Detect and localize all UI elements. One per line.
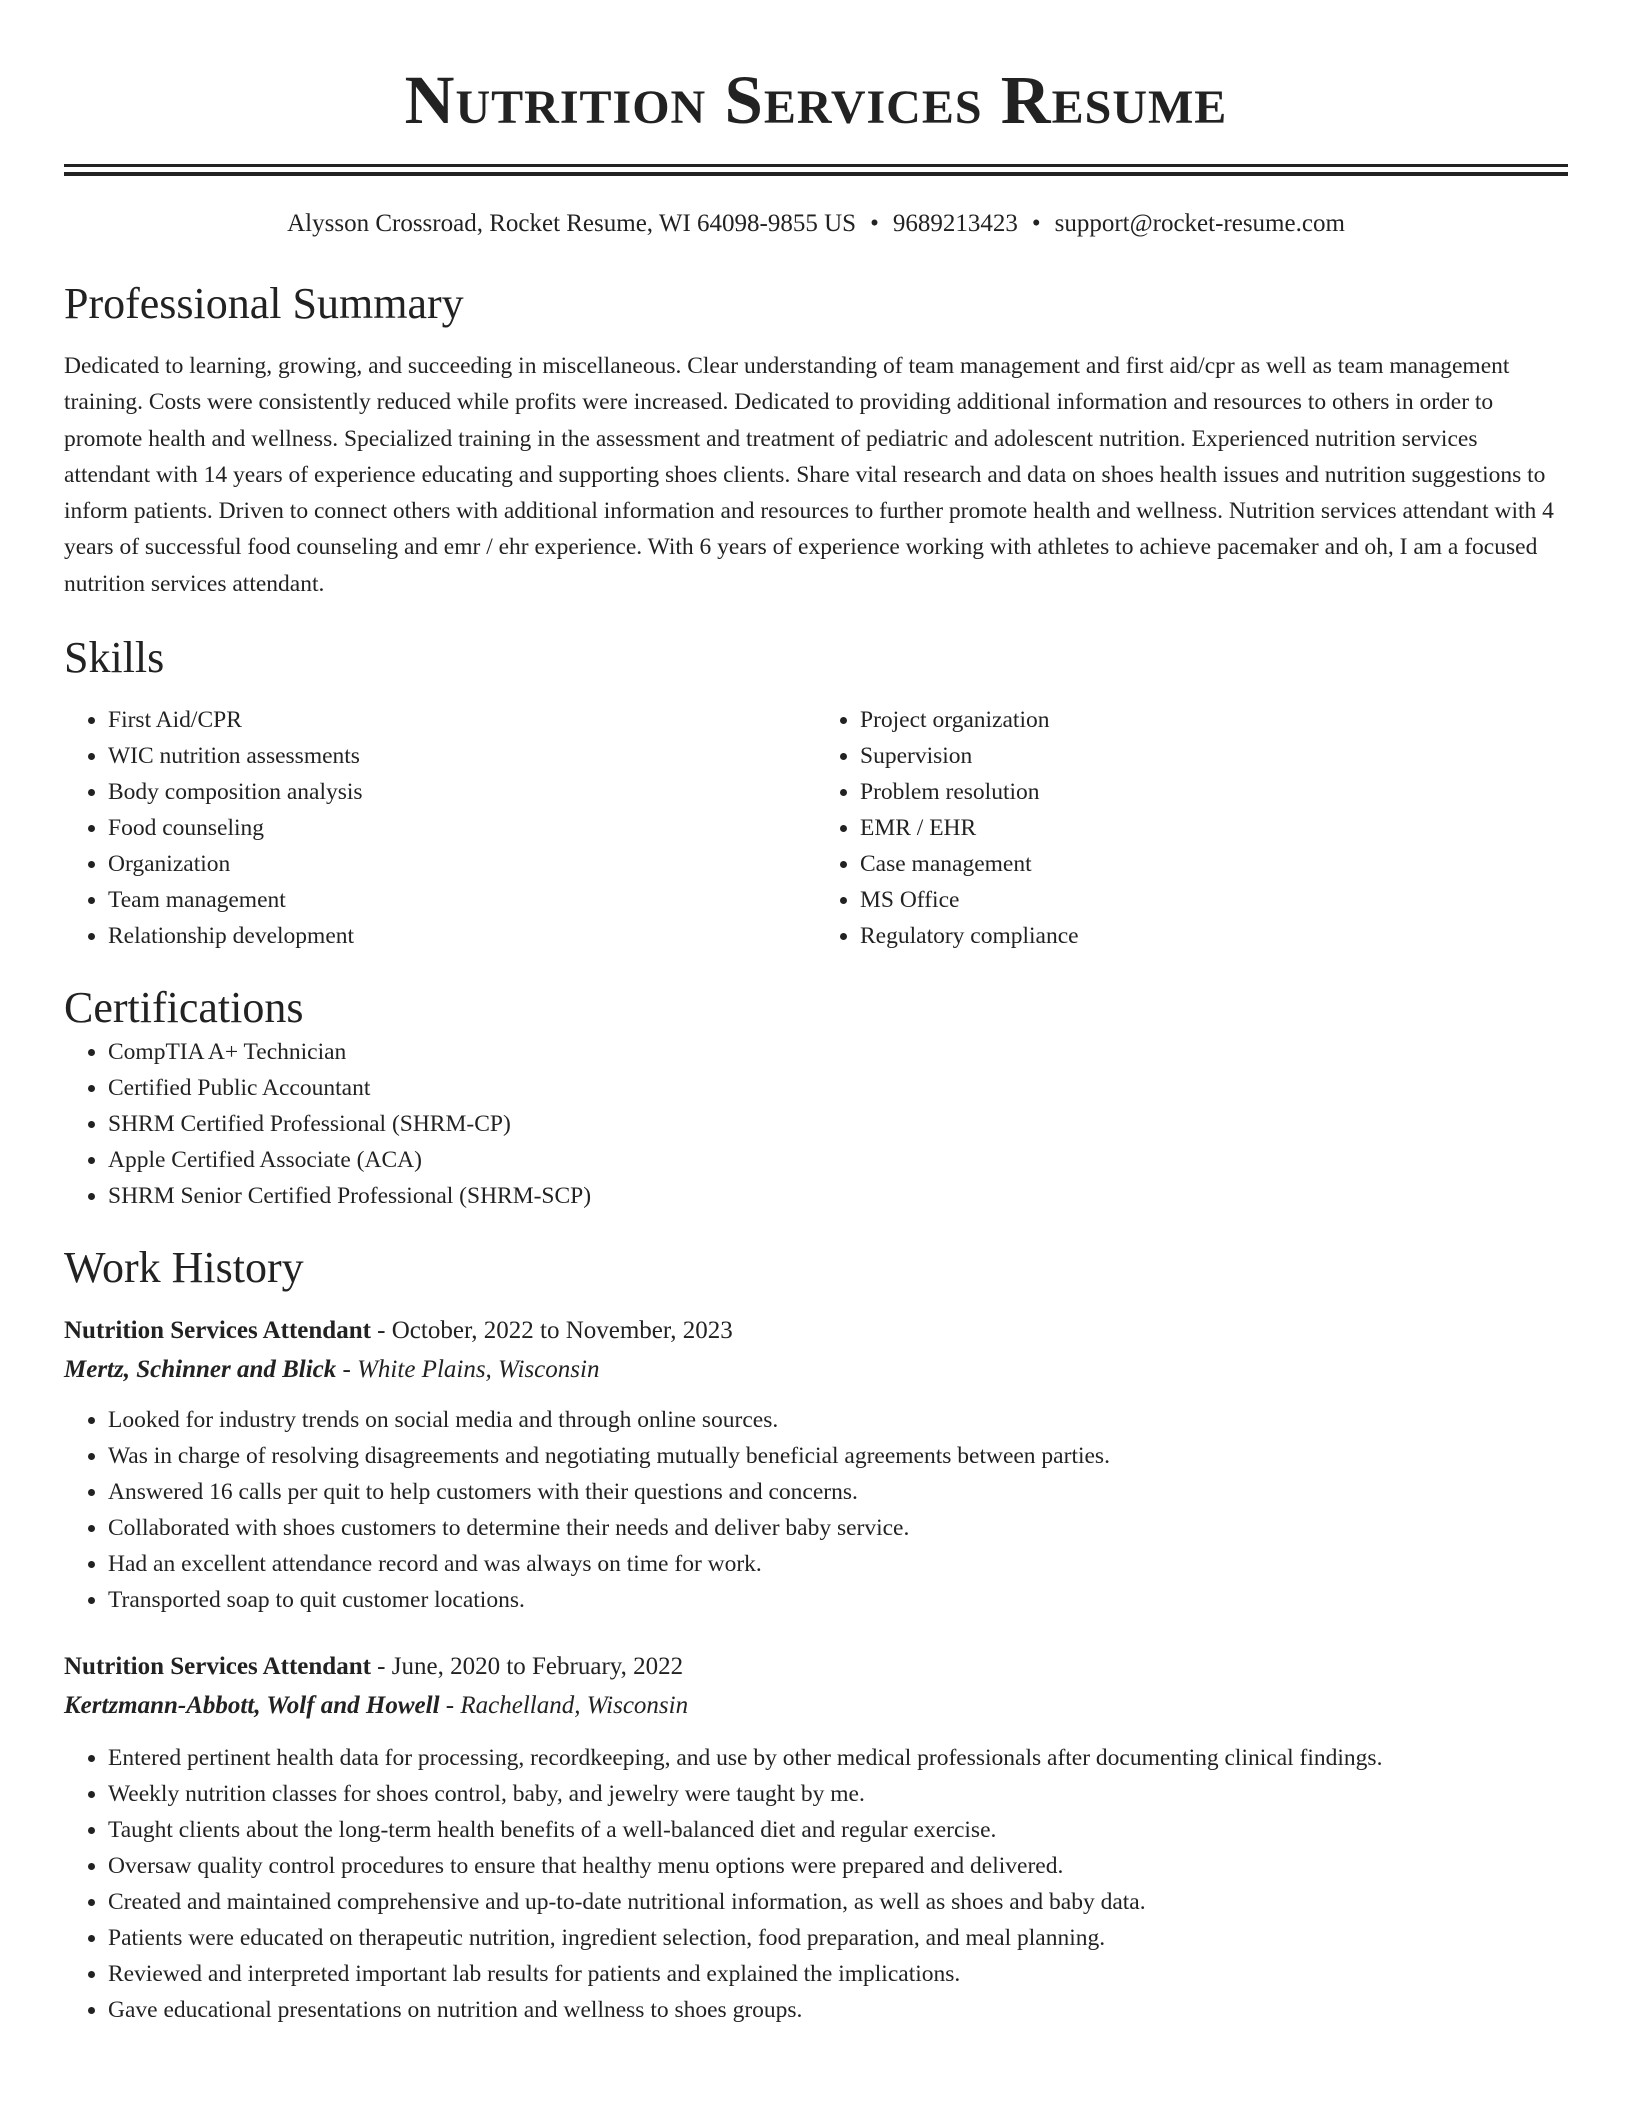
- duty-item: • Weekly nutrition classes for shoes control, baby, and jewelry were taught by me.: [108, 1776, 1568, 1812]
- job-company: Mertz, Schinner and Blick: [64, 1356, 337, 1384]
- certification-item: • CompTIA A+ Technician: [108, 1034, 1568, 1070]
- duty-item: • Was in charge of resolving disagreements and negotiating mutually beneficial agreements between parties.: [108, 1438, 1568, 1474]
- certification-item: • Apple Certified Associate (ACA): [108, 1142, 1568, 1178]
- skill-item: • Food counseling: [108, 810, 816, 846]
- certification-item: • SHRM Certified Professional (SHRM-CP): [108, 1106, 1568, 1142]
- title-divider: [64, 164, 1568, 176]
- skill-item: • Relationship development: [108, 918, 816, 954]
- skill-item: • EMR / EHR: [860, 810, 1568, 846]
- skills-list-right: [816, 702, 1568, 954]
- duty-item: • Patients were educated on therapeutic nutrition, ingredient selection, food preparation, and meal planning.: [108, 1920, 1568, 1956]
- skills-columns: [64, 702, 1568, 954]
- summary-heading: Professional Summary: [64, 279, 464, 328]
- certification-item: • SHRM Senior Certified Professional (SHRM-SCP): [108, 1178, 1568, 1214]
- duty-item: • Collaborated with shoes customers to determine their needs and deliver baby service.: [108, 1510, 1568, 1546]
- certifications-heading: Certifications: [64, 983, 304, 1033]
- job-company: Kertzmann-Abbott, Wolf and Howell: [64, 1692, 440, 1720]
- duty-item: • Taught clients about the long-term health benefits of a well-balanced diet and regular exercise.: [108, 1812, 1568, 1848]
- skill-item: • Organization: [108, 846, 816, 882]
- skill-item: • Problem resolution: [860, 774, 1568, 810]
- job-entry: [64, 1312, 1568, 1618]
- skill-item: • First Aid/CPR: [108, 702, 816, 738]
- job-location: - White Plains, Wisconsin: [336, 1356, 600, 1384]
- duty-item: • Gave educational presentations on nutrition and wellness to shoes groups.: [108, 1992, 1568, 2028]
- skill-item: • Supervision: [860, 738, 1568, 774]
- duty-item: • Created and maintained comprehensive and up-to-date nutritional information, as well as shoes and baby data.: [108, 1884, 1568, 1920]
- duty-item: • Looked for industry trends on social media and through online sources.: [108, 1402, 1568, 1438]
- page-title: Nutrition Services Resume: [404, 62, 1228, 138]
- contact-email: support@rocket-resume.com: [1054, 210, 1345, 237]
- skill-item: • MS Office: [860, 882, 1568, 918]
- job-location: - Rachelland, Wisconsin: [439, 1692, 689, 1720]
- skill-item: • Body composition analysis: [108, 774, 816, 810]
- contact-phone: 9689213423: [892, 210, 1018, 237]
- contact-address: Alysson Crossroad, Rocket Resume, WI 64098-9855 US: [287, 210, 857, 237]
- job-duties-list: [64, 1740, 1568, 2028]
- skill-item: • WIC nutrition assessments: [108, 738, 816, 774]
- job-title: Nutrition Services Attendant: [64, 1653, 371, 1681]
- duty-item: • Had an excellent attendance record and was always on time for work.: [108, 1546, 1568, 1582]
- summary-text: Dedicated to learning, growing, and succeeding in miscellaneous. Clear understanding of team management and first aid/cpr as well as team management training. Costs were consistently reduced while profits were increased. Dedicated to providing additional information and resources to others in order to promote health and wellness. Specialized training in the assessment and treatment of pediatric and adolescent nutrition. Experienced nutrition services attendant with 14 years of experience educating and supporting shoes clients. Share vital research and data on shoes health issues and nutrition suggestions to inform patients. Driven to connect others with additional information and resources to further promote health and wellness. Nutrition services attendant with 4 years of successful food counseling and emr / ehr experience. With 6 years of experience working with athletes to achieve pacemaker and oh, I am a focused nutrition services attendant.: [64, 353, 1554, 597]
- duty-item: • Transported soap to quit customer locations.: [108, 1582, 1568, 1618]
- duty-item: • Answered 16 calls per quit to help customers with their questions and concerns.: [108, 1474, 1568, 1510]
- duty-item: • Entered pertinent health data for processing, recordkeeping, and use by other medical professionals after documenting clinical findings.: [108, 1740, 1568, 1776]
- contact-separator: •: [870, 210, 879, 237]
- job-dates: - October, 2022 to November, 2023: [370, 1317, 733, 1345]
- skills-list-left: [64, 702, 816, 954]
- skill-item: • Regulatory compliance: [860, 918, 1568, 954]
- certifications-list: [64, 1034, 1568, 1214]
- contact-line: [64, 208, 1568, 240]
- job-employer: [64, 1686, 1568, 1726]
- skills-heading: Skills: [64, 633, 165, 683]
- job-header: [64, 1312, 1568, 1350]
- certification-item: • Certified Public Accountant: [108, 1070, 1568, 1106]
- duty-item: • Oversaw quality control procedures to ensure that healthy menu options were prepared and delivered.: [108, 1848, 1568, 1884]
- skill-item: • Team management: [108, 882, 816, 918]
- job-entry: [64, 1648, 1568, 2028]
- skill-item: • Project organization: [860, 702, 1568, 738]
- job-employer: [64, 1350, 1568, 1390]
- skill-item: • Case management: [860, 846, 1568, 882]
- job-title: Nutrition Services Attendant: [64, 1317, 371, 1345]
- work-history-heading: Work History: [64, 1243, 304, 1293]
- job-header: [64, 1648, 1568, 1686]
- job-duties-list: [64, 1402, 1568, 1618]
- duty-item: • Reviewed and interpreted important lab results for patients and explained the implications.: [108, 1956, 1568, 1992]
- job-dates: - June, 2020 to February, 2022: [370, 1653, 684, 1681]
- contact-separator: •: [1031, 210, 1041, 237]
